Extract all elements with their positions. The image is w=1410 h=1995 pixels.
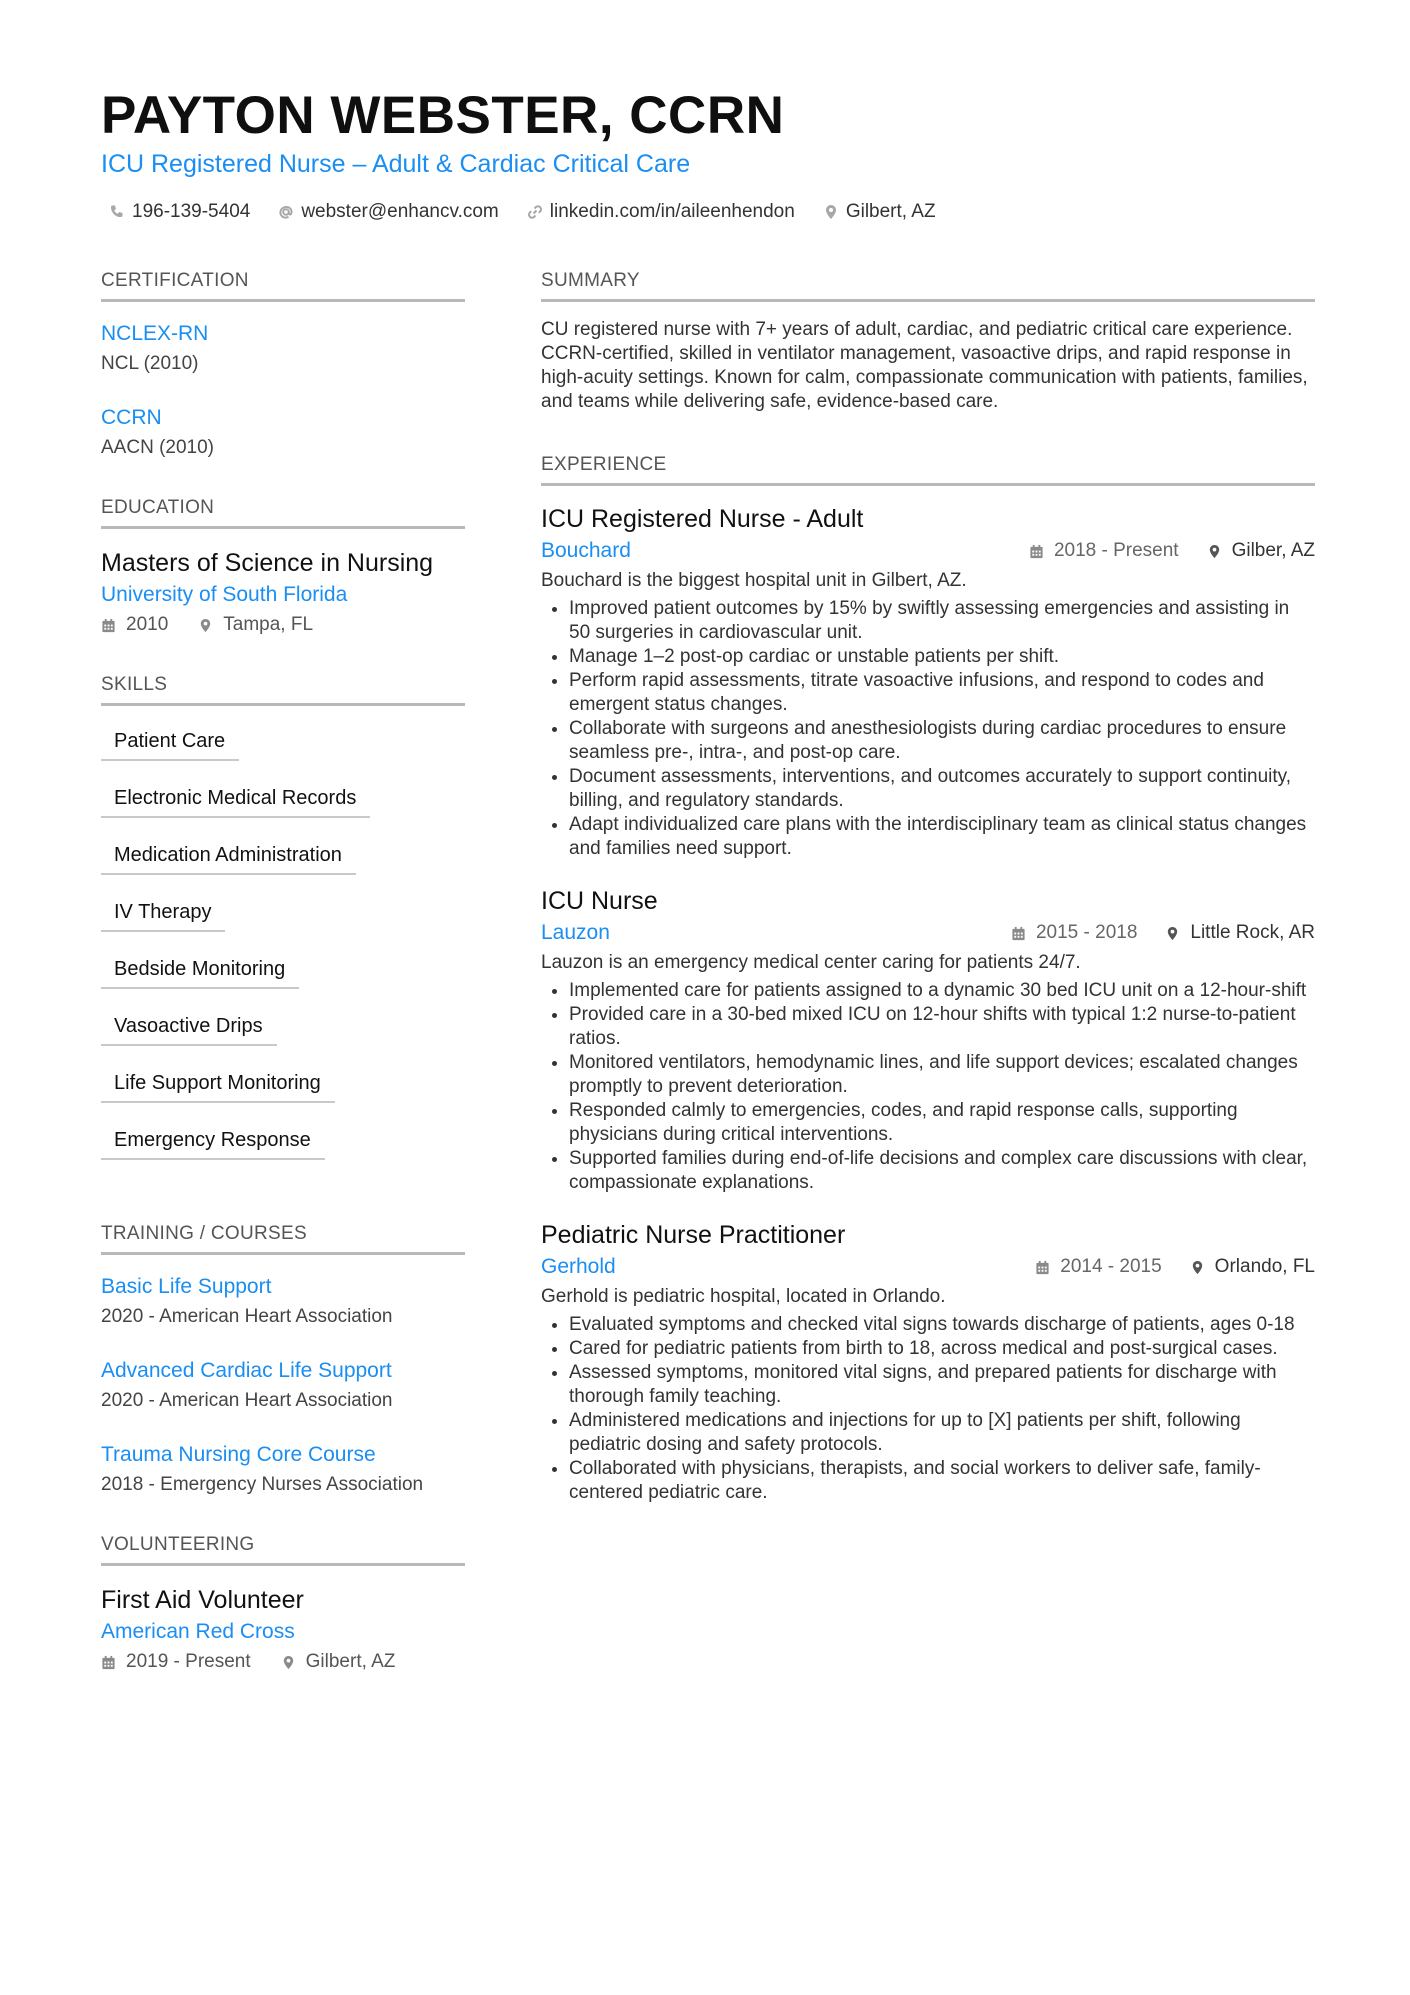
education-year: 2010: [126, 614, 169, 635]
skills-list: [101, 727, 465, 1183]
job-title: ICU Nurse: [541, 887, 658, 915]
bullet-item: • Manage 1–2 post-op cardiac or unstable patients per shift.: [569, 645, 1315, 669]
calendar-icon: [101, 618, 116, 633]
bullet-item: • Document assessments, interventions, and outcomes accurately to support continuity, billing, and regulatory standards.: [569, 765, 1315, 813]
job-location: Little Rock, AR: [1190, 922, 1315, 943]
skill-tag: Emergency Response: [101, 1126, 325, 1160]
contact-linkedin[interactable]: [527, 199, 795, 225]
contact-email-text: webster@enhancv.com: [301, 201, 499, 222]
course-detail: 2020 - American Heart Association: [101, 1390, 393, 1411]
education-section: [101, 495, 465, 638]
calendar-icon: [1011, 926, 1026, 941]
cert-detail: AACN (2010): [101, 437, 214, 458]
bullet-item: • Collaborate with surgeons and anesthesiologists during cardiac procedures to ensure seamless pre-, intra-, and post-op care.: [569, 717, 1315, 765]
bullet-item: • Perform rapid assessments, titrate vasoactive infusions, and respond to codes and emergent status changes.: [569, 669, 1315, 717]
cert-item: [101, 320, 465, 377]
education-location: Tampa, FL: [223, 614, 314, 635]
school: University of South Florida: [101, 583, 348, 606]
course-detail: 2020 - American Heart Association: [101, 1306, 393, 1327]
skill-tag: Medication Administration: [101, 841, 356, 875]
volunteer-role: First Aid Volunteer: [101, 1586, 304, 1614]
company-name: Bouchard: [541, 539, 631, 562]
contact-location-text: Gilbert, AZ: [845, 201, 936, 222]
at-icon: [278, 204, 294, 220]
job-description: Lauzon is an emergency medical center caring for patients 24/7.: [541, 952, 1081, 973]
calendar-icon: [1035, 1260, 1050, 1275]
summary-section: [541, 268, 1315, 414]
course-name: Advanced Cardiac Life Support: [101, 1359, 392, 1382]
company-name: Lauzon: [541, 921, 610, 944]
bullet-item: • Assessed symptoms, monitored vital signs, and prepared patients for discharge with thorough family teaching.: [569, 1361, 1315, 1409]
contact-phone-text: 196-139-5404: [132, 201, 251, 222]
section-title: SKILLS: [101, 672, 465, 706]
skill-tag: Bedside Monitoring: [101, 955, 299, 989]
job-row: [541, 1253, 1315, 1281]
skill-tag: Patient Care: [101, 727, 239, 761]
job-bullets: [541, 1313, 1315, 1505]
location-icon: [281, 1655, 296, 1670]
job-title: ICU Registered Nurse - Adult: [541, 505, 864, 533]
course-name: Basic Life Support: [101, 1275, 272, 1298]
bullet-item: • Collaborated with physicians, therapists, and social workers to deliver safe, family-centered pediatric care.: [569, 1457, 1315, 1505]
job-title: Pediatric Nurse Practitioner: [541, 1221, 846, 1249]
contact-linkedin-text: linkedin.com/in/aileenhendon: [549, 201, 795, 222]
job-entry: [541, 1219, 1315, 1505]
company-name: Gerhold: [541, 1255, 616, 1278]
skill-tag: Vasoactive Drips: [101, 1012, 277, 1046]
section-title: VOLUNTEERING: [101, 1532, 465, 1566]
job-location: Gilber, AZ: [1231, 540, 1315, 561]
job-row: [541, 537, 1315, 565]
job-location-wrap: [1165, 922, 1315, 944]
location-icon: [1207, 544, 1222, 559]
job-dates: 2015 - 2018: [1035, 922, 1138, 943]
degree: Masters of Science in Nursing: [101, 549, 434, 577]
job-entry: [541, 503, 1315, 861]
certification-section: [101, 268, 465, 461]
volunteer-location: Gilbert, AZ: [305, 1651, 396, 1672]
job-dates: 2014 - 2015: [1060, 1256, 1162, 1277]
bullet-item: • Improved patient outcomes by 15% by swiftly assessing emergencies and assisting in 50 surgeries in cardiovascular unit.: [569, 597, 1315, 645]
section-title: EDUCATION: [101, 495, 465, 529]
bullet-item: • Cared for pediatric patients from birth to 18, across medical and post-surgical cases.: [569, 1337, 1315, 1361]
course-item: [101, 1273, 465, 1330]
skill-tag: Electronic Medical Records: [101, 784, 370, 818]
job-row: [541, 919, 1315, 947]
bullet-item: • Monitored ventilators, hemodynamic lines, and life support devices; escalated changes promptly to prevent deterioration.: [569, 1051, 1315, 1099]
summary-text: CU registered nurse with 7+ years of adult, cardiac, and pediatric critical care experience. CCRN-certified, skilled in ventilator management, vasoactive drips, and rapid response in high-acuity settings. Known for calm, compassionate communication with patients, families, and teams while delivering safe, evidence-based care.: [541, 319, 1308, 412]
calendar-icon: [101, 1655, 116, 1670]
bullet-item: • Supported families during end-of-life decisions and complex care discussions with clear, compassionate explanations.: [569, 1147, 1315, 1195]
course-item: [101, 1357, 465, 1414]
contact-bar: [109, 199, 964, 225]
phone-icon: [109, 204, 125, 220]
skill-tag: IV Therapy: [101, 898, 225, 932]
section-title: SUMMARY: [541, 268, 1315, 302]
job-bullets: [541, 979, 1315, 1195]
location-icon: [198, 618, 213, 633]
job-location-wrap: [1190, 1256, 1315, 1278]
right-column: [541, 268, 1315, 1505]
bullet-item: • Administered medications and injections for up to [X] patients per shift, following pediatric dosing and safety protocols.: [569, 1409, 1315, 1457]
job-meta: [1011, 922, 1315, 944]
location-icon: [1190, 1260, 1205, 1275]
skills-section: [101, 672, 465, 1183]
job-description: Gerhold is pediatric hospital, located in Orlando.: [541, 1286, 946, 1307]
bullet-item: • Implemented care for patients assigned to a dynamic 30 bed ICU unit on a 12-hour-shift: [569, 979, 1315, 1003]
job-bullets: [541, 597, 1315, 861]
job-location-wrap: [1207, 540, 1315, 562]
job-location: Orlando, FL: [1214, 1256, 1315, 1277]
contact-phone[interactable]: [109, 199, 250, 225]
experience-section: [541, 452, 1315, 1505]
job-description: Bouchard is the biggest hospital unit in Gilbert, AZ.: [541, 570, 967, 591]
cert-name: CCRN: [101, 406, 162, 429]
section-title: CERTIFICATION: [101, 268, 465, 302]
location-icon: [823, 204, 839, 220]
contact-email[interactable]: [278, 199, 498, 225]
bullet-item: • Evaluated symptoms and checked vital signs towards discharge of patients, ages 0-18: [569, 1313, 1315, 1337]
volunteer-org: American Red Cross: [101, 1620, 295, 1643]
bullet-item: • Adapt individualized care plans with the interdisciplinary team as clinical status changes and families need support.: [569, 813, 1315, 861]
job-meta: [1029, 540, 1315, 562]
volunteer-meta: [101, 1649, 465, 1675]
course-item: [101, 1441, 465, 1498]
volunteer-dates: 2019 - Present: [126, 1651, 251, 1672]
job-entry: [541, 885, 1315, 1195]
bullet-item: • Responded calmly to emergencies, codes, and rapid response calls, supporting physicians during critical interventions.: [569, 1099, 1315, 1147]
volunteering-section: [101, 1532, 465, 1675]
skill-tag: Life Support Monitoring: [101, 1069, 335, 1103]
cert-detail: NCL (2010): [101, 353, 199, 374]
candidate-name: PAYTON WEBSTER, CCRN: [101, 86, 785, 145]
calendar-icon: [1029, 544, 1044, 559]
education-meta: [101, 612, 465, 638]
job-dates: 2018 - Present: [1053, 540, 1179, 561]
bullet-item: • Provided care in a 30-bed mixed ICU on 12-hour shifts with typical 1:2 nurse-to-patient ratios.: [569, 1003, 1315, 1051]
left-column: [101, 268, 465, 1675]
job-meta: [1035, 1256, 1315, 1278]
link-icon: [527, 204, 543, 220]
candidate-headline: ICU Registered Nurse – Adult & Cardiac Critical Care: [101, 150, 691, 178]
cert-name: NCLEX-RN: [101, 322, 209, 345]
cert-item: [101, 404, 465, 461]
section-title: EXPERIENCE: [541, 452, 1315, 486]
section-title: TRAINING / COURSES: [101, 1221, 465, 1255]
training-section: [101, 1221, 465, 1498]
course-name: Trauma Nursing Core Course: [101, 1443, 376, 1466]
location-icon: [1165, 926, 1180, 941]
course-detail: 2018 - Emergency Nurses Association: [101, 1474, 424, 1495]
contact-location: [823, 199, 936, 225]
